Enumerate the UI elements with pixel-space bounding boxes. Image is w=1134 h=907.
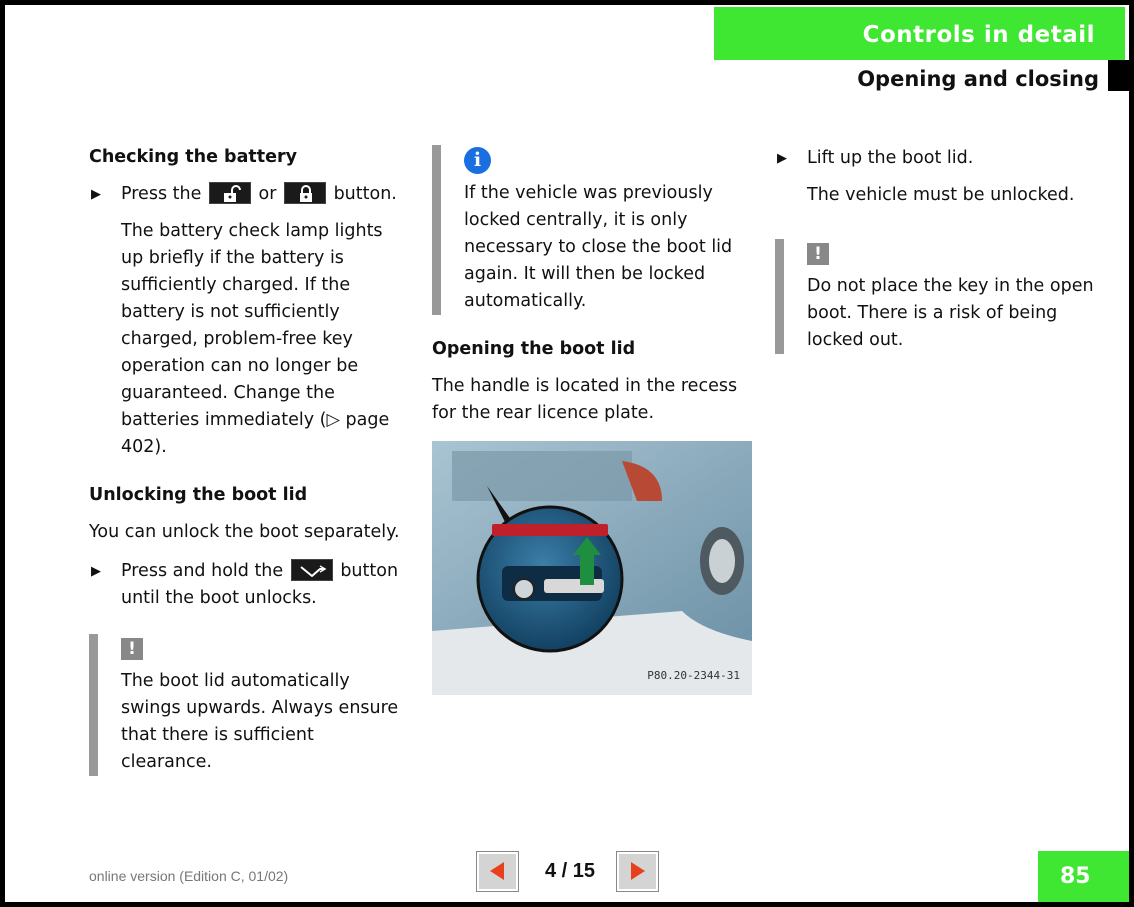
page-number: 85 [1038, 851, 1129, 902]
unlock-icon [209, 182, 251, 204]
note-bar [432, 145, 441, 315]
thumb-tab-marker [1108, 60, 1129, 91]
info-note-central-locking [432, 145, 752, 315]
column-3 [775, 145, 1105, 354]
boot-handle-illustration [432, 441, 752, 695]
step-press-lock-unlock [89, 181, 409, 208]
note-bar [775, 239, 784, 354]
column-1 [89, 145, 409, 776]
heading-unlocking-boot: Unlocking the boot lid [89, 485, 308, 505]
step-text: Press the [121, 184, 202, 204]
bullet-arrow-icon: ▶ [91, 187, 101, 202]
step-lift-boot [775, 145, 1105, 172]
prev-page-button[interactable] [477, 852, 518, 891]
warning-note-key [775, 239, 1105, 354]
info-text: If the vehicle was previously locked centrally, it is only necessary to close the boot lid again. It will then be locked automatically. [464, 183, 733, 311]
step-text-end: button. [333, 184, 397, 204]
warning-text: Do not place the key in the open boot. There is a risk of being locked out. [807, 276, 1094, 350]
subsection-title: Opening and closing [857, 67, 1099, 91]
column-2 [432, 145, 752, 695]
next-page-button[interactable] [617, 852, 658, 891]
opening-description: The handle is located in the recess for the rear licence plate. [432, 376, 738, 423]
manual-page [5, 5, 1129, 902]
bullet-arrow-icon: ▶ [91, 564, 101, 579]
warning-icon: ! [121, 638, 143, 660]
battery-text: The battery check lamp lights up briefly if the battery is sufficiently charged. If the battery is not sufficiently charged, problem-free key operation can no longer be guaranteed. Change the batteries immediately [121, 221, 383, 430]
step-text: Lift up the boot lid. [807, 148, 974, 168]
warning-icon: ! [807, 243, 829, 265]
step-text-end: button until the boot unlocks. [121, 561, 399, 608]
page-reference-link[interactable]: (▷ page 402). [121, 410, 390, 457]
next-arrow-icon [619, 854, 656, 889]
car-rear-illustration [432, 441, 752, 695]
step-press-hold [89, 558, 409, 612]
prev-arrow-icon [479, 854, 516, 889]
header-band [714, 7, 1125, 60]
heading-checking-battery: Checking the battery [89, 147, 298, 167]
page-counter: 4 / 15 [544, 860, 596, 882]
lock-icon [284, 182, 326, 204]
note-bar [89, 634, 98, 776]
boot-release-icon [291, 559, 333, 581]
info-icon: i [464, 147, 491, 174]
unlock-description: You can unlock the boot separately. [89, 522, 400, 542]
illustration-code: P80.20-2344-31 [647, 669, 740, 682]
section-title: Controls in detail [862, 22, 1095, 48]
edition-note: online version (Edition C, 01/02) [89, 868, 289, 884]
step-text: Press and hold the [121, 561, 284, 581]
heading-opening-boot: Opening the boot lid [432, 339, 636, 359]
warning-note-clearance [89, 634, 409, 776]
bullet-arrow-icon: ▶ [777, 151, 787, 166]
battery-description [89, 218, 409, 461]
step-text-or: or [258, 184, 277, 204]
lift-description: The vehicle must be unlocked. [807, 185, 1075, 205]
warning-text: The boot lid automatically swings upwards. Always ensure that there is sufficient clearance. [121, 671, 399, 772]
